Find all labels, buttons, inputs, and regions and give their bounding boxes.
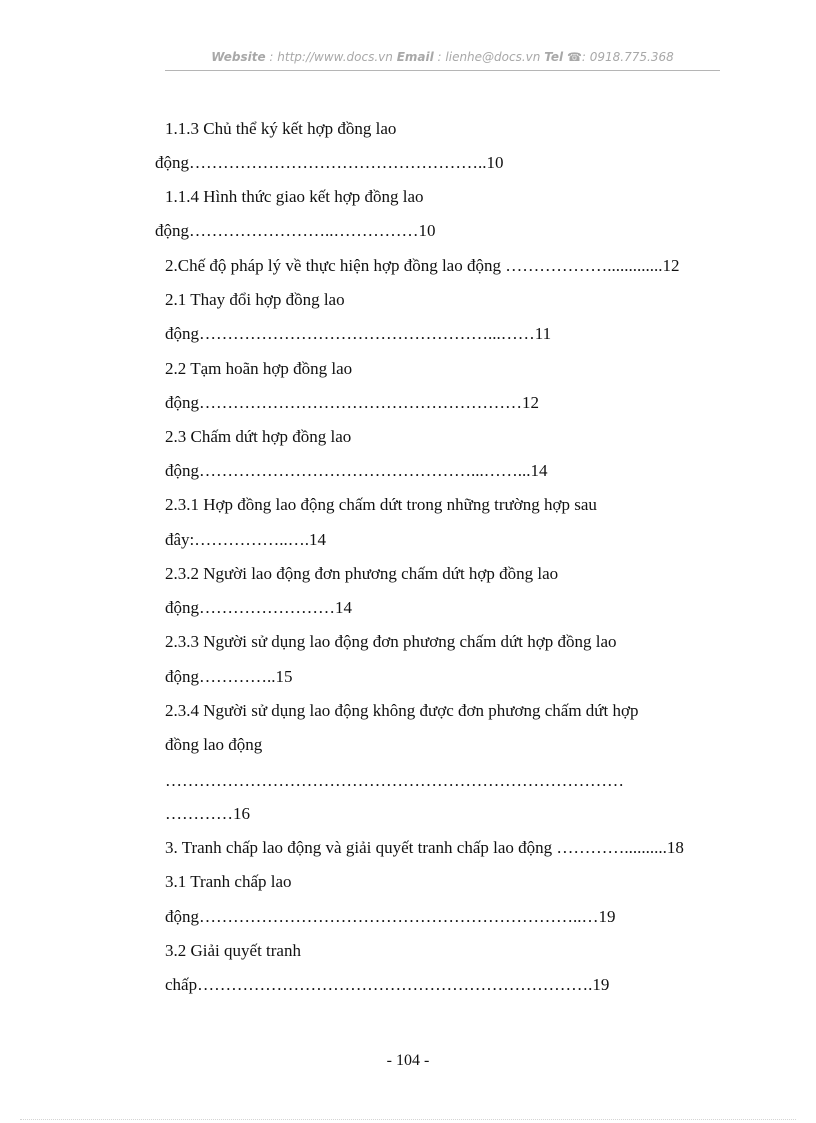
toc-line: ……………………………………………………………………… — [165, 771, 624, 790]
email-value: : lienhe@docs.vn — [437, 50, 541, 64]
toc-line: …………16 — [165, 804, 250, 823]
tel-value: : 0918.775.368 — [581, 50, 674, 64]
website-label: Website — [211, 50, 266, 64]
toc-line: động……………………………………………..10 — [155, 153, 504, 172]
toc-line: động……………………14 — [165, 598, 352, 617]
toc-line: 2.3.2 Người lao động đơn phương chấm dứt hợp đồng lao — [165, 564, 559, 583]
toc-line: đây:……………..….14 — [165, 530, 327, 549]
toc-line: 2.3.4 Người sử dụng lao động không được đơn phương chấm dứt hợp — [165, 701, 639, 720]
email-label: Email — [396, 50, 434, 64]
toc-line: 2.3 Chấm dứt hợp đồng lao — [165, 427, 352, 446]
toc-line: chấp…………………………………………………………….19 — [165, 975, 610, 994]
toc-line: đồng lao động — [165, 735, 263, 754]
toc-line: 2.3.3 Người sử dụng lao động đơn phương chấm dứt hợp đồng lao — [165, 632, 617, 651]
tel-label: Tel — [544, 50, 564, 64]
toc-line: động…………………………………………...……...14 — [165, 461, 548, 480]
toc-line: động…………………………………………………12 — [165, 393, 539, 412]
toc-line: 2.Chế độ pháp lý về thực hiện hợp đồng lao động ……………….............12 — [165, 256, 680, 275]
footer-divider — [20, 1119, 796, 1120]
phone-icon: ☎ — [566, 50, 582, 64]
toc-line: 3.2 Giải quyết tranh — [165, 941, 301, 960]
toc-line: động…………………………………………………………..…19 — [165, 907, 616, 926]
header-divider — [165, 70, 720, 71]
toc-line: 2.1 Thay đổi hợp đồng lao — [165, 290, 345, 309]
toc-line: 3.1 Tranh chấp lao — [165, 872, 292, 891]
toc-line: 3. Tranh chấp lao động và giải quyết tranh chấp lao động …………..........18 — [165, 838, 684, 857]
toc-line: động……………………..……………10 — [155, 221, 436, 240]
toc-line: 1.1.3 Chủ thể ký kết hợp đồng lao — [165, 119, 397, 138]
toc-line: động……………………………………………...……11 — [165, 324, 552, 343]
toc-line: 2.3.1 Hợp đồng lao động chấm dứt trong những trường hợp sau — [165, 495, 597, 514]
page-number: - 104 - — [386, 1052, 430, 1069]
website-value: : http://www.docs.vn — [269, 50, 393, 64]
toc-line: động…………..15 — [165, 667, 293, 686]
toc-line: 2.2 Tạm hoãn hợp đồng lao — [165, 359, 353, 378]
toc-line: 1.1.4 Hình thức giao kết hợp đồng lao — [165, 187, 424, 206]
page-header — [165, 50, 720, 70]
